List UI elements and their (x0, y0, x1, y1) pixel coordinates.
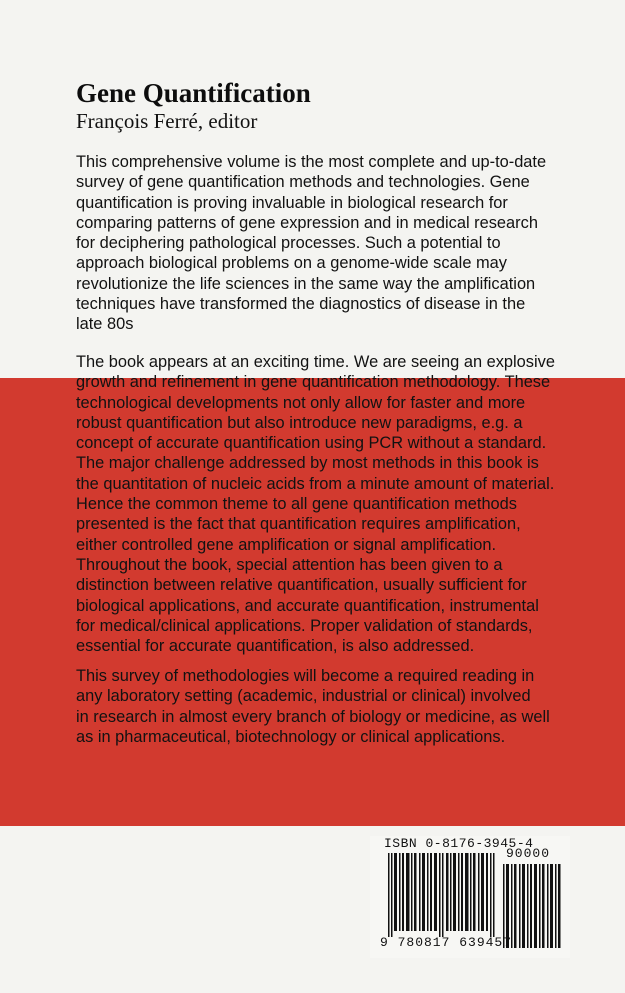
ean-digits: 9 780817 639457 (380, 935, 513, 950)
book-editor: François Ferré, editor (76, 109, 258, 133)
description-paragraph-3: This survey of methodologies will become a required reading in any laboratory setting (academic, industrial or clinical) involved in research in almost every branch of biology or medicine, as well as in pharmaceutical, biotechnology or clinical applications. (76, 667, 550, 746)
barcode-addon-digits: 90000 (506, 846, 551, 861)
barcode-main (386, 853, 498, 937)
description-paragraph-2: The book appears at an exciting time. We are seeing an explosive growth and refinement in gene quantification methodology. These technological developments not only allow for faster and more robust quantification but also introduce new paradigms, e.g. a concept of accurate quantification using PCR without a standard. The major challenge addressed by most methods in this book is the quantitation of nucleic acids from a minute amount of material. Hence the common theme to all gene quantification methods presented is the fact that quantification requires amplification, either controlled gene amplification or signal amplification. Throughout the book, special attention has been given to a distinction between relative quantification, usually sufficient for biological applications, and accurate quantification, instrumental for medical/clinical applications. Proper validation of standards, essential for accurate quantification, is also addressed. (76, 353, 555, 656)
description-paragraph-1: This comprehensive volume is the most complete and up-to-date survey of gene quantification methods and technologies. Gene quantification is proving invaluable in biological research for comparing patterns of gene expression and in medical research for deciphering pathological processes. Such a potential to approach biological problems on a genome-wide scale may revolutionize the life sciences in the same way the amplification techniques have transformed the diagnostics of disease in the late 80s (76, 153, 547, 334)
book-title: Gene Quantification (76, 78, 311, 108)
isbn-label: ISBN 0-8176-3945-4 (384, 836, 534, 851)
